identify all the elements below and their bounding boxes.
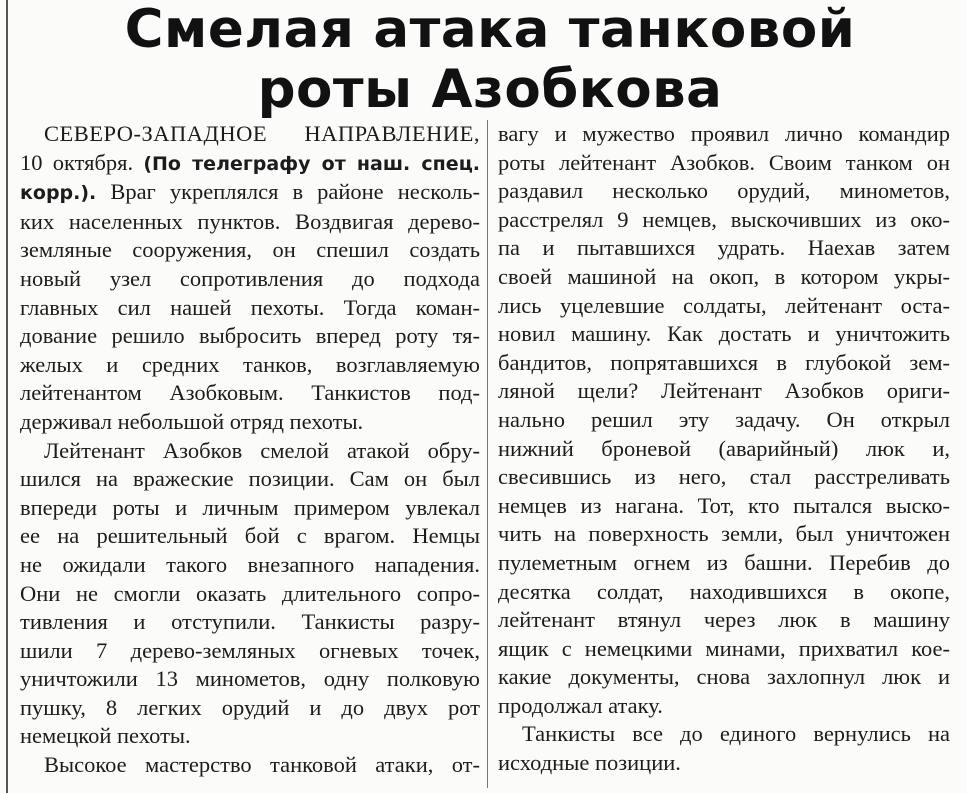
column-divider [487, 120, 488, 788]
text-line: впереди роты и личным примером увлекал [20, 494, 480, 520]
text-line: расстрелял 9 немцев, выскочивших из око- [498, 206, 950, 232]
text-line: новил машину. Как достать и уничтожить [498, 321, 950, 347]
text-line: нижний броневой (аварийный) люк и, [498, 435, 950, 461]
headline-line-2: роты Азобкова [257, 59, 723, 120]
article-column-right [498, 120, 950, 778]
text-line: лейтенантом Азобковым. Танкистов под- [20, 380, 480, 406]
text-line: корр.). Враг укреплялся в районе несколь- [20, 179, 480, 205]
text-line: новый узел сопротивления до подхода [20, 265, 480, 291]
text-line: дование решило выбросить вперед роту тя- [20, 323, 480, 349]
text-line: свесившись из него, стал расстреливать [498, 464, 950, 490]
text-line: Они не смогли оказать длительного сопро- [20, 580, 480, 606]
text-line: Танкисты все до единого вернулись на [522, 721, 950, 747]
dateline-date: 10 октября. [20, 149, 134, 175]
text-line: Лейтенант Азобков смелой атакой обру- [44, 437, 480, 463]
article-headline [20, 0, 960, 120]
text-line: какие документы, снова захлопнул люк и [498, 664, 950, 690]
text-line: тивления и отступили. Танкисты разру- [20, 609, 480, 635]
text-line: нально решил эту задачу. Он открыл [498, 406, 950, 432]
text-line: десятка солдат, находившихся в окопе, [498, 578, 950, 604]
text-line: немцев из нагана. Тот, кто пытался выско- [498, 492, 950, 518]
text-line: лейтенант втянул через люк в машину [498, 607, 950, 633]
dateline-source-end: корр.). [20, 182, 97, 205]
text-line: исходные позиции. [498, 750, 681, 776]
text-line [20, 149, 480, 179]
text-line: раздавил несколько орудий, минометов, [498, 178, 950, 204]
headline-line-1: Смелая атака танковой [124, 0, 856, 60]
text-line: па и пытавшихся удрать. Наехав затем [498, 235, 950, 261]
text-line: немецкой пехоты. [20, 723, 191, 749]
text-line: лись уцелевшие солдаты, лейтенант оста- [498, 292, 950, 318]
text-line: пушку, 8 легких орудий и до двух рот [20, 694, 480, 720]
text-line: ящик с немецкими минами, прихватил кое- [498, 635, 950, 661]
dateline-source: (По телеграфу от наш. спец. [143, 152, 480, 175]
text-line: не ожидали такого внезапного нападения. [20, 551, 480, 577]
text-line: чить на поверхность земли, был уничтожен [498, 521, 950, 547]
text-line: шился на вражеские позиции. Сам он был [20, 466, 480, 492]
text-line: вагу и мужество проявил лично командир [498, 121, 950, 146]
text-line: пулеметным огнем из башни. Перебив до [498, 549, 950, 575]
text-line: земляные сооружения, он спешил создать [20, 237, 480, 263]
text-line: Высокое мастерство танковой атаки, от- [44, 752, 480, 778]
text-line: бандитов, попрятавшихся в глубокой зем- [498, 349, 950, 375]
text-line: главных сил нашей пехоты. Тогда коман- [20, 294, 480, 320]
text-line: продолжал атаку. [498, 692, 663, 718]
text-line: уничтожили 13 минометов, одну полковую [20, 666, 480, 692]
text-line: ее на решительный бой с врагом. Немцы [20, 523, 480, 549]
column-rule-left [6, 0, 8, 793]
text-line: ляной щели? Лейтенант Азобков ориги- [498, 378, 950, 404]
text-line: ких населенных пунктов. Воздвигая дерево- [20, 208, 480, 234]
text-line: роты лейтенант Азобков. Своим танком он [498, 149, 950, 175]
text-line: шили 7 дерево-земляных огневых точек, [20, 637, 480, 663]
text-line: желых и средних танков, возглавляемую [20, 351, 480, 377]
text-line: своей машиной на окоп, в котором укры- [498, 263, 950, 289]
dateline-place: СЕВЕРО-ЗАПАДНОЕ НАПРАВЛЕНИЕ, [44, 121, 480, 146]
article-column-left [20, 120, 480, 780]
text-line: держивал небольшой отряд пехоты. [20, 408, 364, 434]
